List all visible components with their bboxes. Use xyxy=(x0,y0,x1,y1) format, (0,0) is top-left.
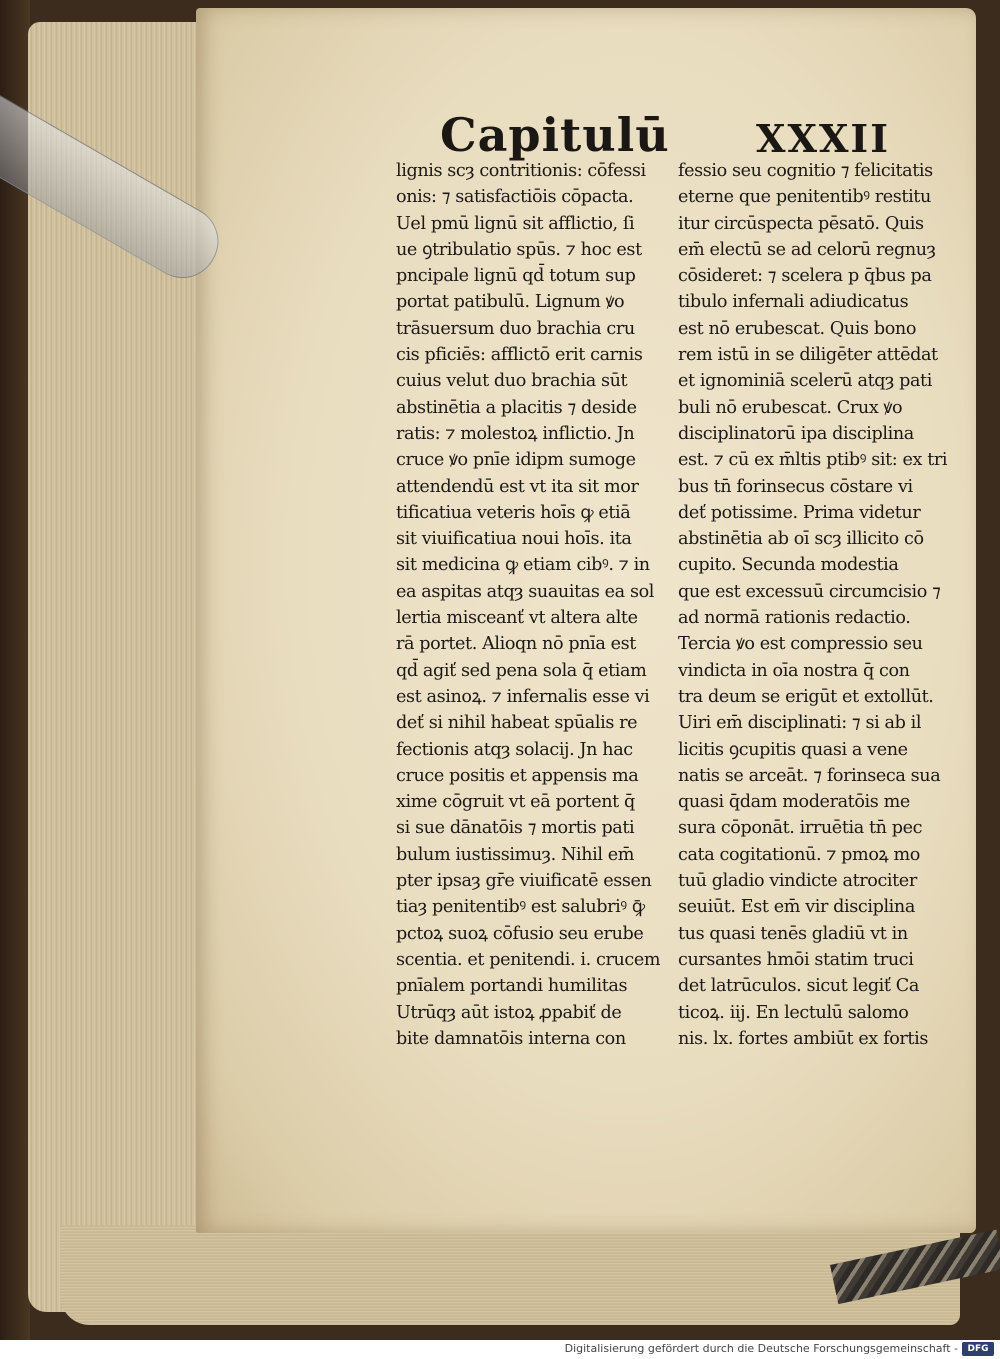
heading-word: Capitulū xyxy=(440,108,670,162)
text-line: cruce ꝟo pnīe idipm sumoge xyxy=(396,450,636,471)
footer-credit: Digitalisierung gefördert durch die Deutsche Forschungsgemeinschaft - xyxy=(564,1342,958,1355)
text-line: seuiūt. Est em̄ vir disciplina xyxy=(678,897,915,918)
text-line: ad normā rationis redactio. xyxy=(678,608,911,629)
text-line: em̄ electū se ad celorū regnuȝ xyxy=(678,239,936,260)
footer-bar xyxy=(0,1340,1000,1359)
text-line: cursantes hmōi statim truci xyxy=(678,949,914,970)
text-line: tus quasi tenēs gladiū vt in xyxy=(678,923,908,944)
text-line: disciplinatorū ipa disciplina xyxy=(678,423,914,444)
text-line: portat patibulū. Lignum ꝟo xyxy=(396,292,625,313)
text-line: deť potissime. Prima videtur xyxy=(678,502,921,523)
text-line: Utrūqȝ aūt istoꝝ ꝓpabiť de xyxy=(396,1002,622,1023)
text-line: sit medicina ꝙ etiam cibꝰ. ⁊ in xyxy=(396,555,650,576)
text-line: pter ipsaȝ gr̄e viuificatē essen xyxy=(396,871,652,892)
text-line: pctoꝝ suoꝝ cōfusio seu erube xyxy=(396,923,644,944)
text-line: cata cogitationū. ⁊ pmoꝝ mo xyxy=(678,844,920,865)
text-line: onis: ⁊ satisfactiōis cōpacta. xyxy=(396,187,634,208)
text-column-right xyxy=(678,158,956,1052)
text-line: cōsideret: ⁊ scelera p q̄bus pa xyxy=(678,266,932,287)
text-line: qd̄ agiť sed pena sola q̄ etiam xyxy=(396,660,647,681)
text-line: scentia. et penitendi. i. crucem xyxy=(396,949,661,970)
text-line: Uiri em̄ disciplinati: ⁊ si ab il xyxy=(678,713,922,734)
heading-number: XXXII xyxy=(755,116,890,161)
text-column-left xyxy=(396,158,676,1052)
text-line: cruce positis et appensis ma xyxy=(396,765,639,786)
text-line: cis pficiēs: afflictō erit carnis xyxy=(396,345,643,366)
text-line: tuū gladio vindicte atrociter xyxy=(678,871,917,892)
dfg-logo: DFG xyxy=(962,1342,994,1356)
text-line: et ignominiā scelerū atqȝ pati xyxy=(678,371,932,392)
text-line: rem istū in se diligēter attēdat xyxy=(678,345,938,366)
text-line: deť si nihil habeat spūalis re xyxy=(396,713,638,734)
text-line: que est excessuū circumcisio ⁊ xyxy=(678,581,941,602)
text-line: si sue dānatōis ⁊ mortis pati xyxy=(396,818,635,839)
text-line: bite damnatōis interna con xyxy=(396,1028,626,1049)
text-line: sura cōponāt. irruētia tn̄ pec xyxy=(678,818,923,839)
text-line: est asinoꝝ. ⁊ infernalis esse vi xyxy=(396,686,650,707)
text-line: xime cōgruit vt eā portent q̄ xyxy=(396,792,635,813)
text-line: lignis scȝ contritionis: cōfessi xyxy=(396,161,646,181)
page-block-bottom xyxy=(60,1225,960,1325)
text-line: tra deum se erigūt et extollūt. xyxy=(678,686,934,707)
text-line: ue ꝯtribulatio spūs. ⁊ hoc est xyxy=(396,239,642,260)
text-line: ticoꝝ. iij. En lectulū salomo xyxy=(678,1002,909,1023)
text-line: buli nō erubescat. Crux ꝟo xyxy=(678,397,903,418)
text-line: abstinētia ab oī scȝ illicito cō xyxy=(678,529,924,550)
text-line: fectionis atqȝ solacij. Jn hac xyxy=(396,739,633,760)
text-line: natis se arceāt. ⁊ forinseca sua xyxy=(678,765,941,786)
text-line: cupito. Secunda modestia xyxy=(678,555,899,576)
text-line: lertia misceanť vt altera alte xyxy=(396,608,638,629)
book-cover-edge xyxy=(0,0,30,1340)
text-line: nis. lx. fortes ambiūt ex fortis xyxy=(678,1028,928,1049)
text-line: Tercia ꝟo est compressio seu xyxy=(678,634,923,655)
text-line: itur circūspecta pēsatō. Quis xyxy=(678,213,924,234)
text-line: ratis: ⁊ molestoꝝ inflictio. Jn xyxy=(396,423,635,444)
text-line: est. ⁊ cū ex m̄ltis ptibꝰ sit: ex tri xyxy=(678,450,948,471)
text-line: Uel pmū lignū sit afflictio, ſi xyxy=(396,213,635,234)
text-line: licitis ꝯcupitis quasi a vene xyxy=(678,739,908,760)
text-line: tiaȝ penitentibꝰ est salubriꝰ ꝙ̄ xyxy=(396,897,645,918)
text-line: eterne que penitentibꝰ restitu xyxy=(678,187,931,208)
text-line: tificatiua veteris hoīs ꝙ etiā xyxy=(396,502,631,523)
text-line: bulum iustissimuȝ. Nihil em̄ xyxy=(396,844,635,865)
text-line: sit viuificatiua noui hoīs. ita xyxy=(396,529,632,550)
text-line: pncipale lignū qd̄ totum sup xyxy=(396,266,636,287)
text-line: rā portet. Alioqn nō pnīa est xyxy=(396,634,636,655)
text-line: cuius velut duo brachia sūt xyxy=(396,371,628,392)
text-line: est nō erubescat. Quis bono xyxy=(678,318,917,339)
text-line: quasi q̄dam moderatōis me xyxy=(678,792,910,813)
text-line: trāsuersum duo brachia cru xyxy=(396,318,635,339)
text-line: vindicta in oīa nostra q̄ con xyxy=(678,660,910,681)
text-line: attendendū est vt ita sit mor xyxy=(396,476,639,497)
text-line: tibulo infernali adiudicatus xyxy=(678,292,909,313)
text-line: ea aspitas atqȝ suauitas ea sol xyxy=(396,581,655,602)
text-line: fessio seu cognitio ⁊ felicitatis xyxy=(678,161,933,181)
text-line: abstinētia a placitis ⁊ deside xyxy=(396,397,637,418)
text-line: det latrūculos. sicut legiť Ca xyxy=(678,976,919,997)
text-line: pnīalem portandi humilitas xyxy=(396,976,628,997)
text-line: bus tn̄ forinsecus cōstare vi xyxy=(678,476,913,497)
